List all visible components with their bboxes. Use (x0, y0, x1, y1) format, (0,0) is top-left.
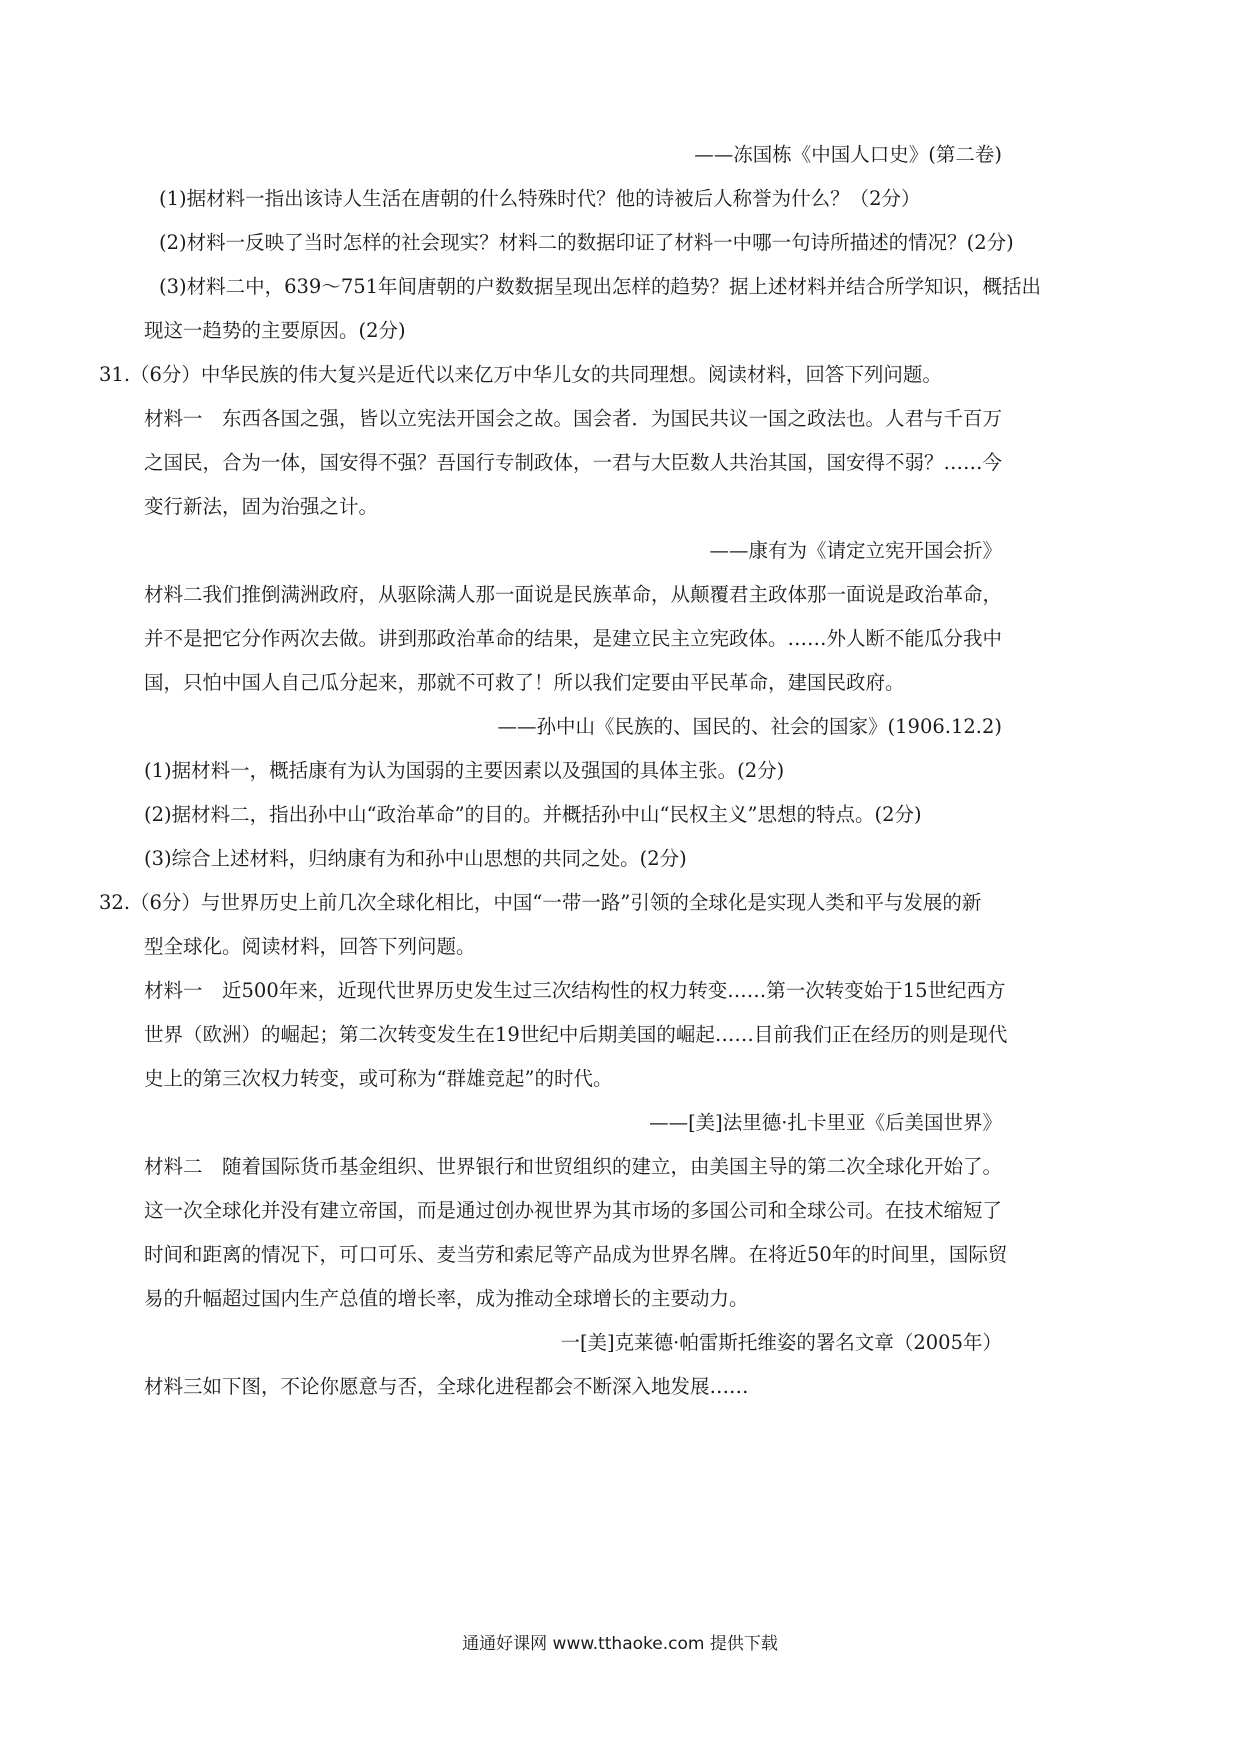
q32-material1-line3: 史上的第三次权力转变，或可称为“群雄竞起”的时代。 (144, 1067, 613, 1090)
q31-material1-line1: 材料一 东西各国之强，皆以立宪法开国会之故。国会者．为国民共议一国之政法也。人君与千百万 (144, 407, 1003, 430)
q32-stem-line1: 32.（6分）与世界历史上前几次全球化相比，中国“一带一路”引领的全球化是实现人类和平与发展的新 (99, 891, 982, 914)
q31-sub-question-2: (2)据材料二，指出孙中山“政治革命”的目的。并概括孙中山“民权主义”思想的特点。(2分) (144, 803, 922, 826)
q32-material2-line3: 时间和距离的情况下，可口可乐、麦当劳和索尼等产品成为世界名牌。在将近50年的时间里，国际贸 (144, 1243, 1008, 1266)
q32-material2-line4: 易的升幅超过国内生产总值的增长率，成为推动全球增长的主要动力。 (144, 1287, 749, 1310)
q31-stem: 31.（6分）中华民族的伟大复兴是近代以来亿万中华儿女的共同理想。阅读材料，回答下列问题。 (99, 363, 942, 386)
q31-material2-line1: 材料二我们推倒满洲政府，从驱除满人那一面说是民族革命，从颠覆君主政体那一面说是政治革命， (144, 583, 1003, 606)
q32-material1-line1: 材料一 近500年来，近现代世界历史发生过三次结构性的权力转变……第一次转变始于15世纪西方 (144, 979, 1006, 1002)
q32-stem-line2: 型全球化。阅读材料，回答下列问题。 (144, 935, 476, 958)
page-footer: 通通好课网 www.tthaoke.com 提供下载 (462, 1634, 778, 1654)
q31-material1-line3: 变行新法，固为治强之计。 (144, 495, 379, 518)
q32-material2-line2: 这一次全球化并没有建立帝国，而是通过创办视世界为其市场的多国公司和全球公司。在技术缩短了 (144, 1199, 1003, 1222)
q31-sub-question-1: (1)据材料一，概括康有为认为国弱的主要因素以及强国的具体主张。(2分) (144, 759, 785, 782)
q32-material1-line2: 世界（欧洲）的崛起；第二次转变发生在19世纪中后期美国的崛起……目前我们正在经历的则是现代 (144, 1023, 1008, 1046)
q32-material3-line1: 材料三如下图，不论你愿意与否，全球化进程都会不断深入地发展…… (144, 1375, 749, 1398)
q31-sub-question-3: (3)综合上述材料，归纳康有为和孙中山思想的共同之处。(2分) (144, 847, 687, 870)
q32-material2-source: 一[美]克莱德·帕雷斯托维姿的署名文章（2005年） (560, 1331, 1002, 1354)
q31-material1-source: ——康有为《请定立宪开国会折》 (709, 539, 1002, 562)
q30-material2-source: ——冻国栋《中国人口史》(第二卷) (694, 143, 1002, 166)
q30-sub-question-3-line1: (3)材料二中，639～751年间唐朝的户数数据呈现出怎样的趋势？据上述材料并结合所学知识，概括出 (159, 275, 1042, 298)
q31-material2-line3: 国，只怕中国人自己瓜分起来，那就不可救了！所以我们定要由平民革命，建国民政府。 (144, 671, 905, 694)
q30-sub-question-3-line2: 现这一趋势的主要原因。(2分) (144, 319, 406, 342)
q31-material2-line2: 并不是把它分作两次去做。讲到那政治革命的结果，是建立民主立宪政体。……外人断不能瓜分我中 (144, 627, 1003, 650)
q32-material1-source: ——[美]法里德·扎卡里亚《后美国世界》 (649, 1111, 1002, 1134)
q30-sub-question-2: (2)材料一反映了当时怎样的社会现实？材料二的数据印证了材料一中哪一句诗所描述的情况？(2分) (159, 231, 1014, 254)
q32-material2-line1: 材料二 随着国际货币基金组织、世界银行和世贸组织的建立，由美国主导的第二次全球化开始了。 (144, 1155, 1003, 1178)
q31-material2-source: ——孙中山《民族的、国民的、社会的国家》(1906.12.2) (497, 715, 1002, 738)
q30-sub-question-1: (1)据材料一指出该诗人生活在唐朝的什么特殊时代？他的诗被后人称誉为什么？（2分） (159, 187, 921, 210)
q31-material1-line2: 之国民，合为一体，国安得不强？吾国行专制政体，一君与大臣数人共治其国，国安得不弱？……今 (144, 451, 1003, 474)
